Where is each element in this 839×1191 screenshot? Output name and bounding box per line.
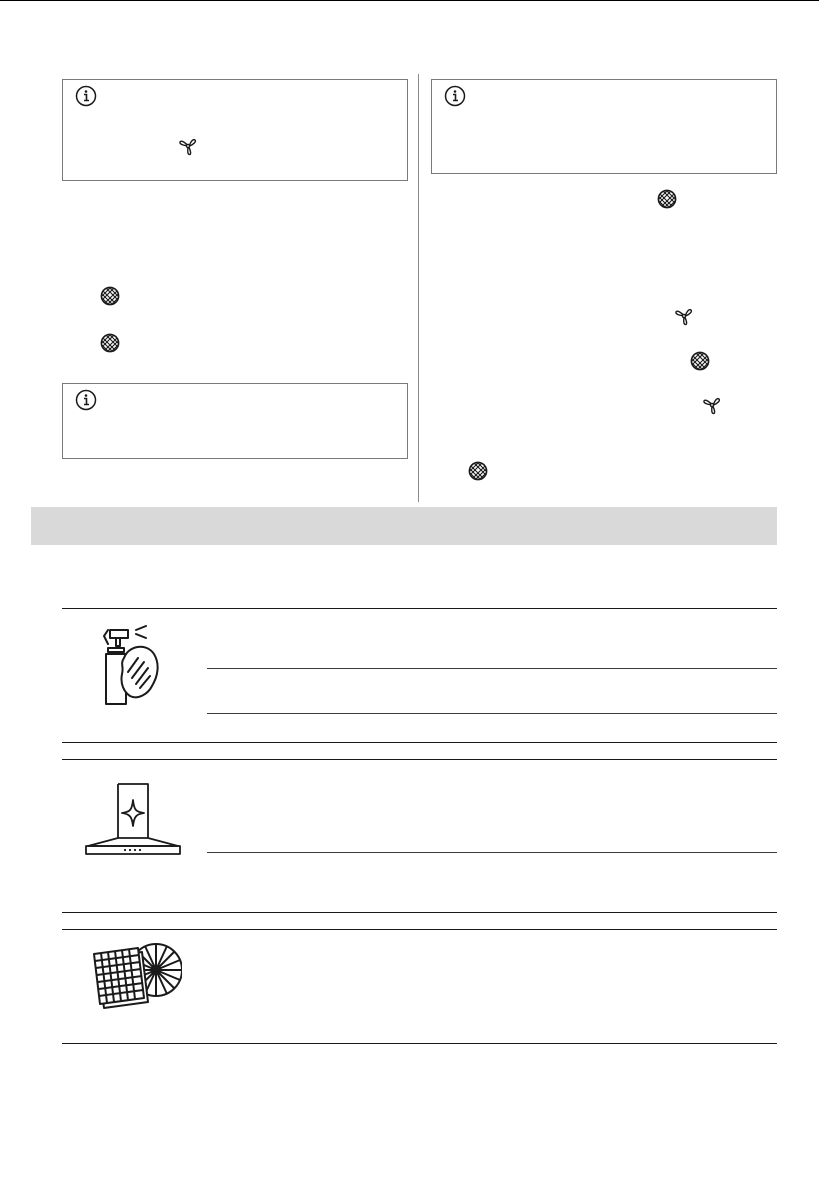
fan-speed-icon: [673, 305, 695, 327]
info-icon: [75, 85, 97, 107]
grease-filter-icon: [656, 188, 678, 210]
cooker-hood-icon: [84, 782, 182, 856]
table-rule: [62, 1043, 777, 1044]
grease-filter-icon: [467, 460, 489, 482]
grease-filter-icon: [99, 332, 121, 354]
info-box-left-bottom: [62, 383, 408, 459]
column-separator: [418, 74, 419, 502]
spray-bottle-cleaning-icon: [94, 624, 170, 708]
info-icon: [75, 389, 97, 411]
grease-filter-icon: [99, 285, 121, 307]
table-rule: [62, 608, 777, 609]
table-subrule: [207, 852, 777, 853]
table-rule: [62, 929, 777, 930]
grease-filter-icon: [689, 350, 711, 372]
fan-speed-icon: [701, 394, 723, 416]
info-box-right-top: [431, 79, 777, 174]
table-subrule: [207, 713, 777, 714]
info-icon: [444, 85, 466, 107]
top-rule: [0, 0, 819, 1]
info-box-left-top: [62, 79, 408, 181]
table-rule: [62, 912, 777, 913]
table-subrule: [207, 668, 777, 669]
fan-speed-icon: [177, 135, 199, 157]
table-rule: [62, 742, 777, 743]
table-rule: [62, 759, 777, 760]
section-heading-bar: [31, 507, 777, 545]
filters-icon: [82, 936, 182, 1016]
